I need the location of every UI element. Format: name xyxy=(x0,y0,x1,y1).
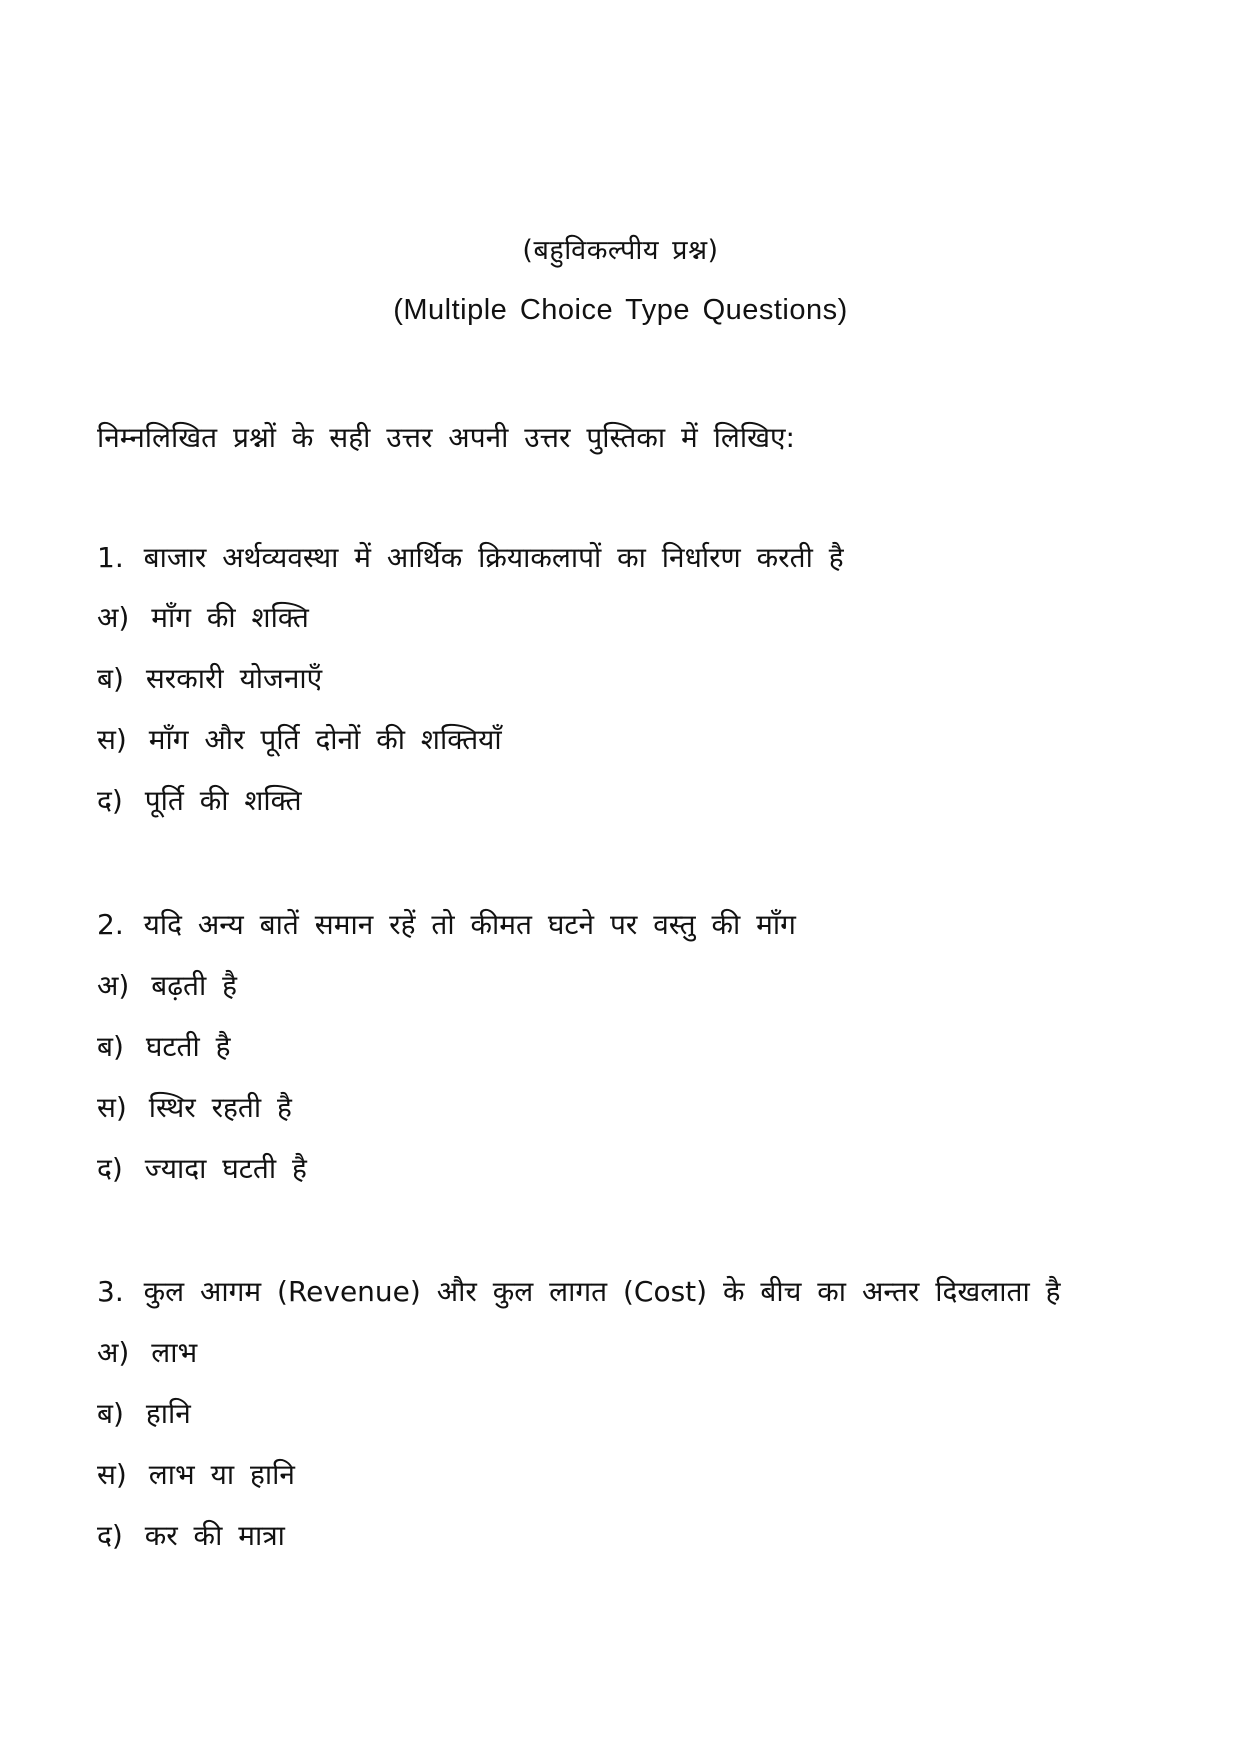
option-text: बढ़ती है xyxy=(151,969,237,1002)
option-letter: अ) xyxy=(97,601,130,634)
question-text: बाजार अर्थव्यवस्था में आर्थिक क्रियाकलापों का निर्धारण करती है xyxy=(143,541,844,574)
option-text: स्थिर रहती है xyxy=(148,1091,292,1124)
option-text: कर की मात्रा xyxy=(144,1519,285,1552)
option-text: हानि xyxy=(145,1397,191,1430)
question-1 xyxy=(97,538,844,576)
question-number: 3. xyxy=(97,1275,124,1308)
option-letter: स) xyxy=(97,1091,127,1124)
heading-hindi: (बहुविकल्पीय प्रश्न) xyxy=(522,235,719,266)
option-text: घटती है xyxy=(145,1030,231,1063)
option-text: लाभ या हानि xyxy=(148,1458,295,1491)
question-2-option-a xyxy=(97,966,237,1004)
question-2-option-c xyxy=(97,1088,292,1126)
question-1-option-d xyxy=(97,781,302,819)
question-text: यदि अन्य बातें समान रहें तो कीमत घटने पर वस्तु की माँग xyxy=(143,908,796,941)
question-3 xyxy=(97,1272,1061,1310)
question-1-option-b xyxy=(97,659,322,697)
option-text: ज्यादा घटती है xyxy=(144,1152,307,1185)
instruction-text: निम्नलिखित प्रश्नों के सही उत्तर अपनी उत्तर पुस्तिका में लिखिए: xyxy=(97,421,795,454)
option-text: लाभ xyxy=(151,1336,198,1369)
question-2-option-b xyxy=(97,1027,230,1065)
question-number: 1. xyxy=(97,541,124,574)
question-3-option-b xyxy=(97,1394,191,1432)
question-3-option-c xyxy=(97,1455,295,1493)
option-letter: अ) xyxy=(97,969,130,1002)
question-2 xyxy=(97,905,796,943)
option-letter: स) xyxy=(97,723,127,756)
option-letter: द) xyxy=(97,784,123,817)
option-letter: द) xyxy=(97,1152,123,1185)
question-1-option-a xyxy=(97,598,309,636)
option-letter: ब) xyxy=(97,1030,124,1063)
option-letter: अ) xyxy=(97,1336,130,1369)
heading-english: (Multiple Choice Type Questions) xyxy=(393,294,848,326)
question-3-option-d xyxy=(97,1516,285,1554)
option-letter: ब) xyxy=(97,662,124,695)
option-letter: ब) xyxy=(97,1397,124,1430)
question-3-option-a xyxy=(97,1333,197,1371)
option-letter: स) xyxy=(97,1458,127,1491)
option-text: पूर्ति की शक्ति xyxy=(144,784,302,817)
option-letter: द) xyxy=(97,1519,123,1552)
question-text: कुल आगम (Revenue) और कुल लागत (Cost) के बीच का अन्तर दिखलाता है xyxy=(143,1275,1061,1308)
question-number: 2. xyxy=(97,908,124,941)
option-text: माँग और पूर्ति दोनों की शक्तियाँ xyxy=(148,723,502,756)
option-text: सरकारी योजनाएँ xyxy=(145,662,323,695)
question-2-option-d xyxy=(97,1149,307,1187)
question-1-option-c xyxy=(97,720,502,758)
option-text: माँग की शक्ति xyxy=(151,601,309,634)
